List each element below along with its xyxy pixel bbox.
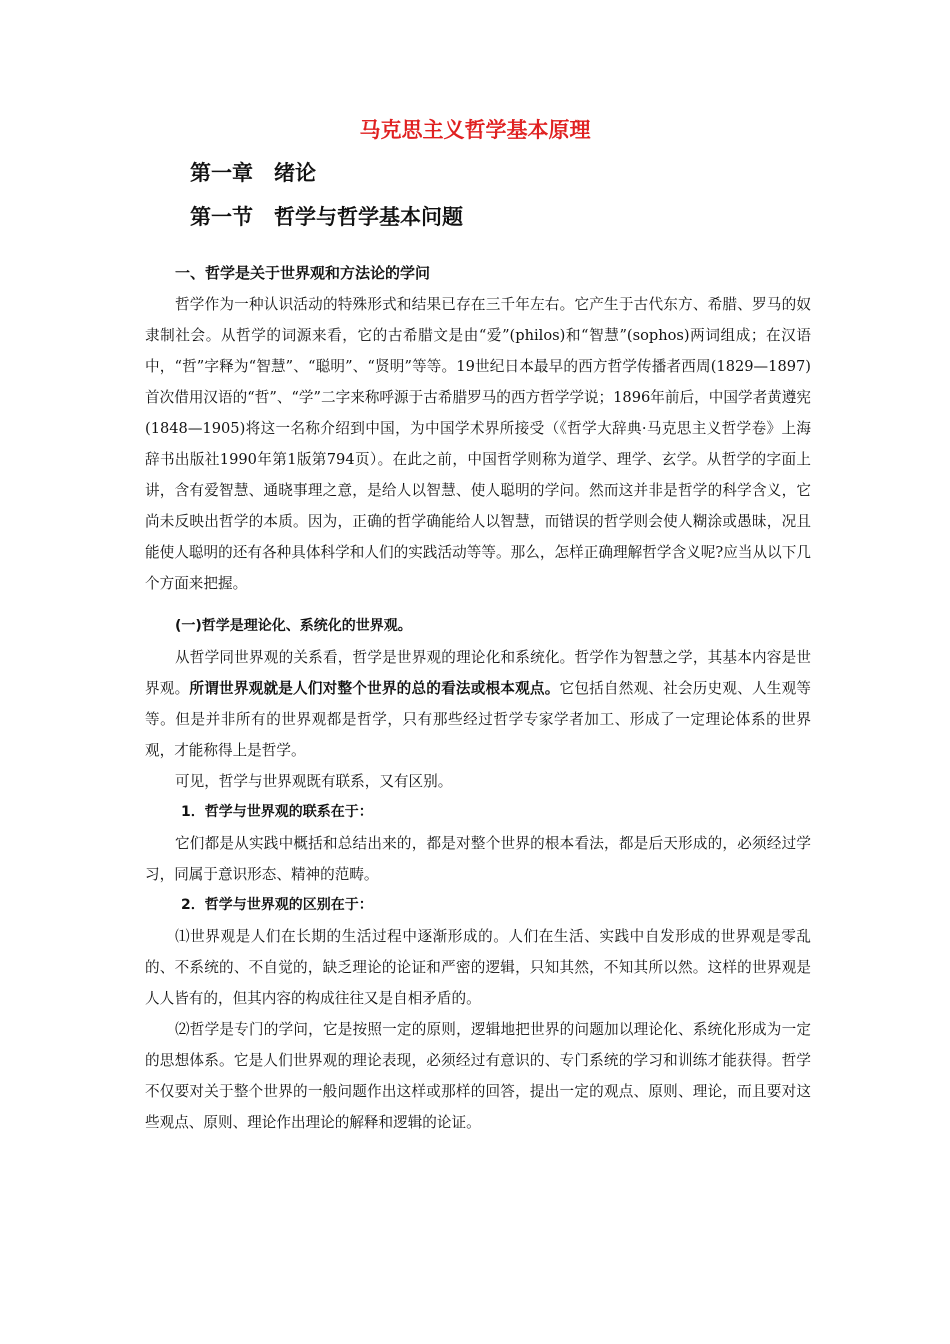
paragraph-worldview-text-b: 它包括自然观、社会历史观、人生观等等。但是并非所有的世界观都是哲学，只有那些经过哲学专家学者加工、形成了一定理论体系的世界观，才能称得上是哲学。 (145, 680, 811, 759)
paragraph-philosophy-origin: 哲学作为一种认识活动的特殊形式和结果已存在三千年左右。它产生于古代东方、希腊、罗马的奴隶制社会。从哲学的词源来看，它的古希腊文是由“爱”(philos)和“智慧”(sophos)两词组成；在汉语中，“哲”字释为“智慧”、“聪明”、“贤明”等等。19世纪日本最早的西方哲学传播者西周(1829—1897)首次借用汉语的“哲”、“学”二字来称呼源于古希腊罗马的西方哲学学说；1896年前后，中国学者黄遵宪(1848—1905)将这一名称介绍到中国，为中国学术界所接受（《哲学大辞典·马克思主义哲学卷》上海辞书出版社1990年第1版第794页）。在此之前，中国哲学则称为道学、理学、玄学。从哲学的字面上讲，含有爱智慧、通晓事理之意，是给人以智慧、使人聪明的学问。然而这并非是哲学的科学含义，它尚未反映出哲学的本质。因为，正确的哲学确能给人以智慧，而错误的哲学则会使人糊涂或愚昧，况且能使人聪明的还有各种具体科学和人们的实践活动等等。那么，怎样正确理解哲学含义呢?应当从以下几个方面来把握。 (145, 296, 811, 592)
item-two-title: 2．哲学与世界观的区别在于： (181, 897, 373, 913)
chapter-title: 第一章 绪论 (190, 161, 316, 185)
paragraph-worldview (145, 642, 811, 766)
heading-one: 一、哲学是关于世界观和方法论的学问 (175, 264, 431, 282)
paragraph-worldview-text-a: 从哲学同世界观的关系看，哲学是世界观的理论化和系统化。哲学作为智慧之学，其基本内容是世界观。 (145, 649, 811, 697)
paragraph-connection-difference: 可见，哲学与世界观既有联系，又有区别。 (175, 773, 453, 790)
section-title: 第一节 哲学与哲学基本问题 (190, 205, 463, 229)
document-body (145, 258, 811, 1138)
worldview-definition: 所谓世界观就是人们对整个世界的总的看法或根本观点。 (189, 680, 560, 697)
item-one-title: 1．哲学与世界观的联系在于： (181, 804, 373, 820)
heading-two: (一)哲学是理论化、系统化的世界观。 (175, 618, 412, 634)
item-one-text: 它们都是从实践中概括和总结出来的，都是对整个世界的根本看法，都是后天形成的，必须经过学习，同属于意识形态、精神的范畴。 (145, 835, 811, 883)
item-two-point-one: ⑴世界观是人们在长期的生活过程中逐渐形成的。人们在生活、实践中自发形成的世界观是零乱 的、不系统的、不自觉的，缺乏理论的论证和严密的逻辑，只知其然，不知其所以然。这样的世界观是人人皆有的，但其内容的构成往往又是自相矛盾的。 (145, 928, 811, 1007)
item-two-point-two: ⑵哲学是专门的学问，它是按照一定的原则，逻辑地把世界的问题加以理论化、系统化形成为一定的思想体系。它是人们世界观的理论表现，必须经过有意识的、专门系统的学习和训练才能获得。哲学不仅要对关于整个世界的一般问题作出这样或那样的回答，提出一定的观点、原则、理论，而且要对这些观点、原则、理论作出理论的解释和逻辑的论证。 (145, 1021, 811, 1131)
document-title: 马克思主义哲学基本原理 (359, 118, 591, 142)
